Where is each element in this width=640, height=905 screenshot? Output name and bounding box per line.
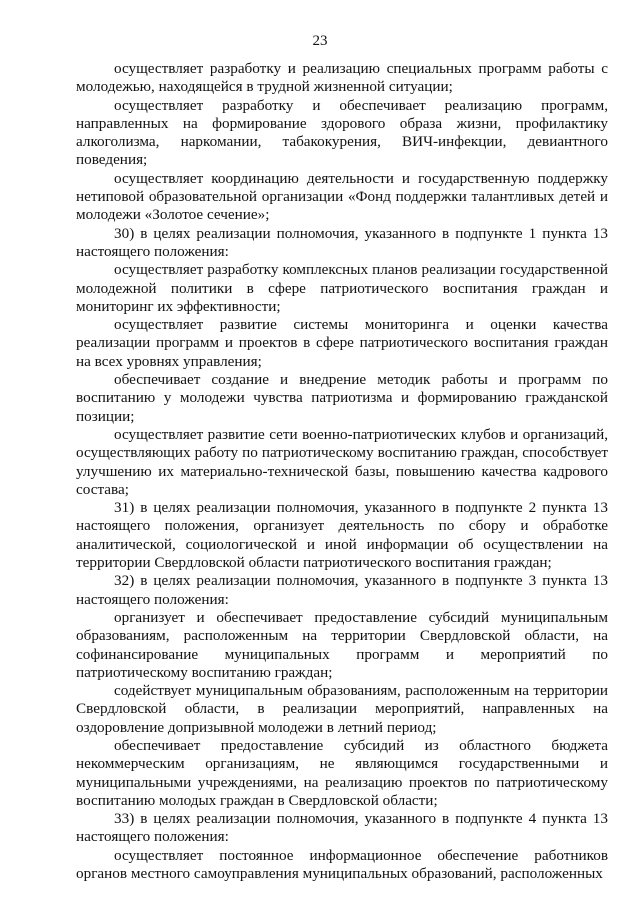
paragraph: 32) в целях реализации полномочия, указанного в подпункте 3 пункта 13 настоящего положения: (76, 572, 608, 608)
paragraph: осуществляет развитие сети военно-патриотических клубов и организаций, осуществляющих работу по патриотическому воспитанию граждан, способствует улучшению их материально-технической базы, повышению качества кадрового состава; (76, 425, 608, 498)
paragraph: организует и обеспечивает предоставление субсидий муниципальным образованиям, расположенным на территории Свердловской области, на софинансирование муниципальных программ и мероприятий по патриотическому воспитанию граждан; (76, 608, 608, 681)
document-body (76, 60, 608, 883)
page-number: 23 (312, 33, 328, 49)
paragraph: содействует муниципальным образованиям, расположенным на территории Свердловской области, в реализации мероприятий, направленных на оздоровление допризывной молодежи в летний период; (76, 682, 608, 736)
paragraph: обеспечивает предоставление субсидий из областного бюджета некоммерческим организациям, не являющимся государственными и муниципальными учреждениями, на реализацию проектов по патриотическому воспитанию молодых граждан в Свердловской области; (76, 736, 608, 809)
paragraph: обеспечивает создание и внедрение методик работы и программ по воспитанию у молодежи чувства патриотизма и формированию гражданской позиции; (76, 371, 608, 425)
paragraph: осуществляет разработку комплексных планов реализации государственной молодежной политики в сфере патриотического воспитания граждан и мониторинг их эффективности; (76, 261, 608, 315)
paragraph: осуществляет разработку и обеспечивает реализацию программ, направленных на формирование здорового образа жизни, профилактику алкоголизма, наркомании, табакокурения, ВИЧ-инфекции, девиантного поведения; (76, 96, 608, 169)
paragraph: осуществляет развитие системы мониторинга и оценки качества реализации программ и проектов в сфере патриотического воспитания граждан на всех уровнях управления; (76, 316, 608, 370)
paragraph: осуществляет постоянное информационное обеспечение работников органов местного самоуправления муниципальных образований, расположенных (76, 846, 608, 883)
paragraph: 33) в целях реализации полномочия, указанного в подпункте 4 пункта 13 настоящего положения: (76, 810, 608, 846)
paragraph: 31) в целях реализации полномочия, указанного в подпункте 2 пункта 13 настоящего положения, организует деятельность по сбору и обработке аналитической, социологической и иной информации об осуществлении на территории Свердловской области патриотического воспитания граждан; (76, 499, 608, 572)
paragraph: осуществляет разработку и реализацию специальных программ работы с молодежью, находящейся в трудной жизненной ситуации; (76, 60, 608, 96)
paragraph: 30) в целях реализации полномочия, указанного в подпункте 1 пункта 13 настоящего положения: (76, 224, 608, 260)
paragraph: осуществляет координацию деятельности и государственную поддержку нетиповой образовательной организации «Фонд поддержки талантливых детей и молодежи «Золотое сечение»; (76, 169, 608, 224)
